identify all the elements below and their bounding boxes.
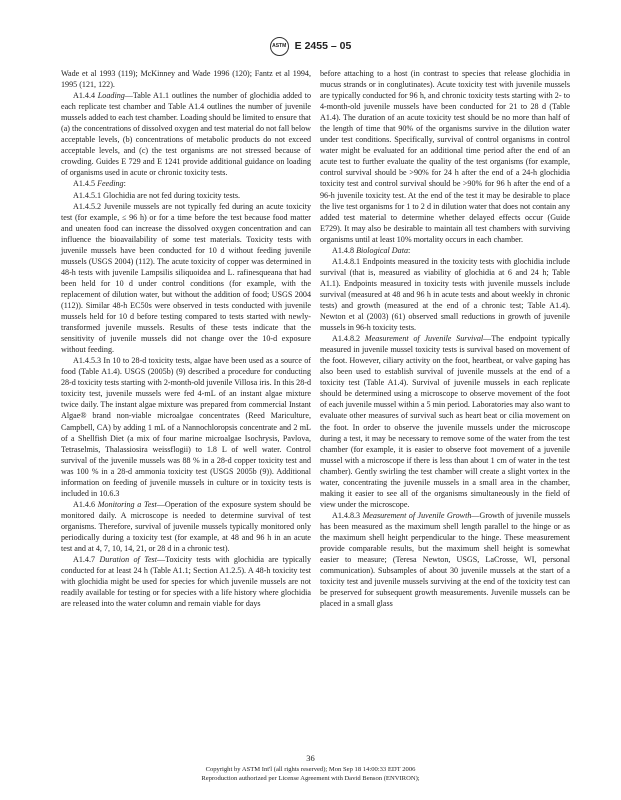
section-number: A1.4.8 bbox=[332, 245, 357, 255]
right-column bbox=[320, 68, 570, 609]
section-heading: Measurement of Juvenile Survival bbox=[364, 334, 484, 344]
section-heading: Measurement of Juvenile Growth bbox=[362, 510, 472, 520]
paragraph-text: In 10 to 28-d toxicity tests, algae have been used as a source of food (Table A1.4). USGS (2005b) (9) described a procedure for conducting 28-d toxicity tests starting with 2-month-old juvenile Villosa iris. In this 28-d toxicity test, juvenile mussels were fed 4-mL of an instant algae mixture twice daily. The instant algae mixture was prepared from commercial Instant Algae® brand non-viable microalgae concentrates (Reed Mariculture, Campbell, CA) by adding 1 mL of a Nannochloropsis concentrate and 2 mL of a Shellfish Diet (a mix of four marine microalgae Isochrysis, Pavlova, Tetraselmis, Thalassiosira weissflogii) to 1.8 L of well water. Control survival of the juvenile mussels was 88 % in a 28-d copper toxicity test and was 100 % in a 28-d ammonia toxicity test (USGS 2005b (9)). Additional information on feeding of juvenile mussels in culture or in toxicity tests is included in 10.6.3 bbox=[61, 356, 311, 498]
paragraph-a1-4-5-3 bbox=[61, 355, 311, 499]
paragraph-text: —Table A1.1 outlines the number of glochidia added to each replicate test chamber and Table A1.4 outlines the number of juvenile mussels added to each test chamber. Loading should be limited to ensure that (a) the concentrations of dissolved oxygen and test material do not fall below acceptable levels, (b) concentrations of metabolic products do not exceed acceptable levels, and (c) the test organisms are not stressed because of crowding. Guides E 729 and E 1241 provide additional guidance on loading of organisms used in acute or chronic toxicity tests. bbox=[61, 91, 311, 178]
section-number: A1.4.8.2 bbox=[332, 334, 365, 344]
paragraph-text: —Operation of the exposure system should be monitored daily. A microscope is needed to determine survival of test organisms. Therefore, survival of juvenile mussels typically monitored only periodically during a toxicity test (for example, at 48 and 96 h in an acute test and at 4, 7, 10, 14, 21, or 28 d in a chronic test). bbox=[61, 499, 311, 554]
paragraph-a1-4-8-1 bbox=[320, 256, 570, 333]
astm-logo-icon: ASTM bbox=[270, 37, 289, 56]
section-number: A1.4.7 bbox=[73, 555, 100, 565]
left-column bbox=[61, 68, 311, 609]
paragraph-text: —Growth of juvenile mussels has been measured as the maximum shell length parallel to the hinge or as the maximum shell height perpendicular to the hinge. These measurement provide comparable results, but the maximum shell height is somewhat easier to measure; (Teresa Newton, USGS, LaCrosse, WI, personal communication). Subsamples of about 30 juvenile mussels at the start of a toxicity test and juvenile mussels surviving at the end of the toxicity test can be preserved for subsequent growth measurements. Juvenile mussels can be placed in a small glass bbox=[320, 510, 570, 609]
heading-colon: : bbox=[408, 245, 411, 255]
section-heading: Monitoring a Test bbox=[97, 499, 157, 509]
section-number: A1.4.5 bbox=[73, 179, 98, 189]
paragraph-a1-4-5-2 bbox=[61, 201, 311, 356]
paragraph-text: —The endpoint typically measured in juvenile mussel toxicity tests is survival based on movement of the foot. However, ciliary activity on the foot, heartbeat, or valve gaping has also been used to establish survival of juvenile mussels at the end of a toxicity test (Table A1.4). Survival of juvenile mussels in each replicate should be determined using a microscope to observe movement of the foot of each juvenile mussel within a 5 min period. Laboratories may also want to evaluate other measures of survival such as heart beat or cilia movement on the foot. In order to observe the juvenile mussels under the microscope during a test, it may be necessary to remove some of the water from the test chamber (for example, it is easier to observe foot movement of a juvenile mussel with a microscope if there is less than about 1 cm of water in the test chamber). Gently swirling the test chamber will create a slight vortex in the water, concentrating the juvenile mussels in a small area in the chamber, making it easier to see all of the organisms simultaneously in the field of view under the microscope. bbox=[320, 334, 570, 509]
license-line: Reproduction authorized per License Agreement with David Benson (ENVIRON); bbox=[201, 775, 420, 782]
section-number: A1.4.8.1 bbox=[332, 256, 363, 266]
paragraph-text: —Toxicity tests with glochidia are typically conducted for at least 24 h (Table A1.1; Section A1.2.5). A 48-h toxicity test with glochidia might be used for species for which juvenile mussels are not readily available for testing or for species with a life history where glochidia are released into the water column and remain viable for days bbox=[61, 555, 311, 609]
section-number: A1.4.6 bbox=[73, 499, 98, 509]
paragraph-continued: before attaching to a host (in contrast to species that release glochidia in mucus strands or in conglutinates). Acute toxicity test with juvenile mussels are typically conducted for 96 h, and chronic toxicity tests starting with 2- to 4-month-old juvenile mussels have been conducted for 21 to 28 d (Table A1.4). The duration of an acute toxicity test should be no more than half of the length of time that 90% of the organisms survive in the dilution water under test conditions. Specifically, survival of control organisms in control water might be evaluated for an additional time period after the end of an acute test to further evaluate the quality of the test organisms (for example, control survival should be >90% for 24 h after the end of a 24-h glochidia toxicity test and control survival should be >90% for 96 h after the end of a 96-h juvenile toxicity test. At the end of the test it may be desirable to place the live test organisms for 1 to 2 d in dilution water that does not contain any added test material to determine whether delayed effects occur (Guide E729). It may also be desirable to maintain all test chambers with surviving organisms until at least 10% mortality occurs in each chamber. bbox=[320, 69, 570, 244]
paragraph-a1-4-7 bbox=[61, 554, 311, 609]
copyright-line: Copyright by ASTM Int'l (all rights reserved); Mon Sep 18 14:00:33 EDT 2006 bbox=[205, 766, 416, 773]
section-number: A1.4.5.3 bbox=[73, 356, 104, 366]
paragraph-a1-4-8 bbox=[320, 245, 570, 256]
paragraph-a1-4-5 bbox=[61, 178, 311, 189]
paragraph-a1-4-8-3 bbox=[320, 510, 570, 609]
paragraph-a1-4-4 bbox=[61, 90, 311, 178]
section-heading: Duration of Test bbox=[99, 555, 157, 565]
page-number: 36 bbox=[306, 753, 315, 763]
standard-designation: E 2455 – 05 bbox=[294, 40, 352, 52]
paragraph-text: Endpoints measured in the toxicity tests with glochidia include survival (that is, measured as viability of glochidia at 6 and 24 h; Table A1.1). Endpoints measured in toxicity tests with juvenile mussels include survival (measured at 48 and 96 h in acute tests and about weekly in chronic tests) and growth (measured at the end of a chronic test; Table A1.4). Newton et al (2003) (61) observed small reductions in growth of juvenile mussels in 96-h toxicity tests. bbox=[320, 256, 570, 333]
paragraph-a1-4-8-2 bbox=[320, 333, 570, 510]
paragraph-a1-4-5-1 bbox=[61, 190, 311, 201]
paragraph-references: Wade et al 1993 (119); McKinney and Wade 1996 (120); Fantz et al 1994, 1995 (121, 122). bbox=[61, 69, 311, 90]
section-number: A1.4.5.1 bbox=[73, 190, 104, 200]
section-number: A1.4.4 bbox=[73, 91, 98, 101]
paragraph-text: Glochidia are not fed during toxicity tests. bbox=[103, 190, 241, 200]
paragraph-a1-4-6 bbox=[61, 499, 311, 554]
page-header bbox=[0, 36, 621, 56]
section-heading: Loading bbox=[97, 91, 125, 101]
section-heading: Feeding bbox=[97, 179, 124, 189]
heading-colon: : bbox=[123, 179, 126, 189]
section-number: A1.4.5.2 bbox=[73, 201, 104, 211]
section-number: A1.4.8.3 bbox=[332, 510, 363, 520]
section-heading: Biological Data bbox=[356, 245, 408, 255]
paragraph-text: Juvenile mussels are not typically fed during an acute toxicity test (for example, ≤ 96 h) or for a time before the test because food matter and uneaten food can increase the dissolved oxygen concentration and can influence the bioavailability of some test materials. Toxicity tests with juvenile mussels have been conducted for 10 d without feeding juvenile mussels (USGS 2004) (112). The acute toxicity of copper was determined in 48-h tests with juvenile Lampsilis siliquoidea and L. rafinesqueana that had been held for 10 d under control conditions (for example, with the replacement of dilution water, but without the addition of food; USGS 2004 (112)). Similar 48-h EC50s were observed in tests conducted with juvenile mussels held for 10 d before testing compared to tests started with newly-transformed juvenile mussels. Results of these tests indicate that the sensitivity of juvenile mussels did not change over the 10-d exposure without feeding. bbox=[61, 201, 311, 355]
